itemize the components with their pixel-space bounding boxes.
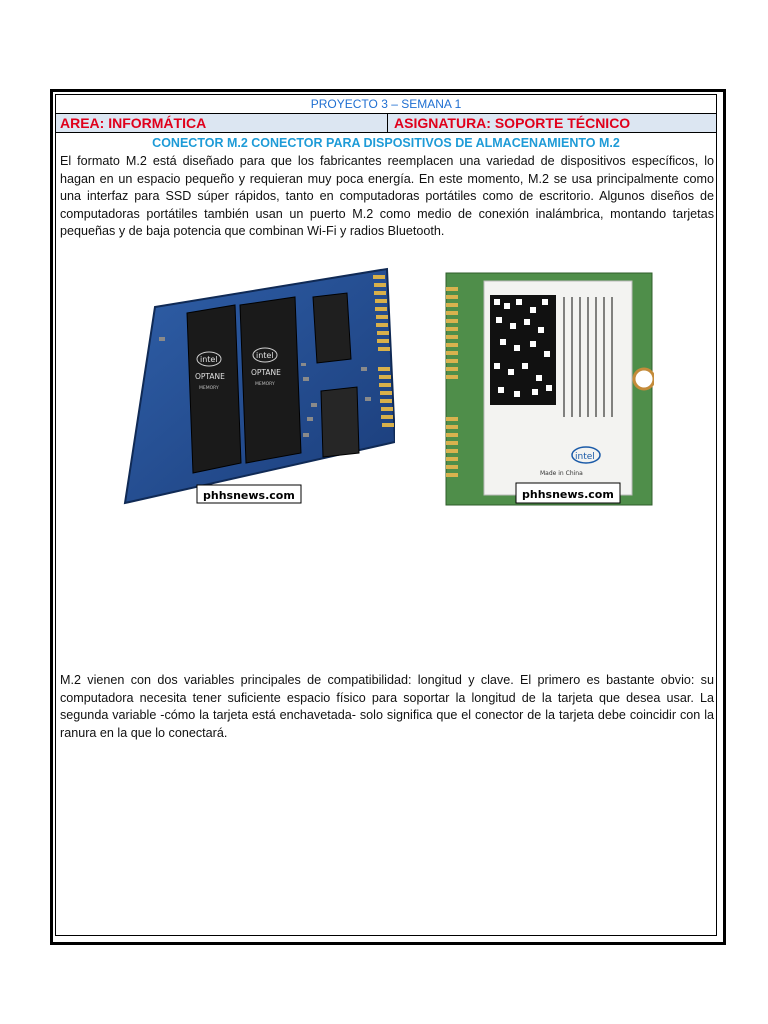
- column-divider: [387, 114, 388, 133]
- optane-chip-1-label: OPTANE: [195, 372, 225, 381]
- optane-chip-2-brand: intel: [256, 351, 274, 360]
- section-heading: CONECTOR M.2 CONECTOR PARA DISPOSITIVOS DE ALMACENAMIENTO M.2: [152, 136, 620, 150]
- optane-chip-1-sub: MEMORY: [199, 386, 219, 391]
- optane-m2-module-image: [95, 267, 395, 509]
- wifi-watermark: phhsnews.com: [522, 488, 614, 501]
- optane-watermark: phhsnews.com: [203, 489, 295, 502]
- optane-chip-2-sub: MEMORY: [255, 382, 275, 387]
- wifi-brand: intel: [575, 452, 595, 462]
- optane-chip-2-label: OPTANE: [251, 368, 281, 377]
- paragraph-intro: El formato M.2 está diseñado para que los fabricantes reemplacen una variedad de dispositivos específicos, lo hagan en un espacio pequeño y requieran muy poca energía. En este momento, M.2 se usa principalmente como una interfaz para SSD súper rápidos, tanto en computadoras portátiles como de escritorio. Algunos diseños de computadoras portátiles también usan un puerto M.2 como medio de conexión inalámbrica, montando tarjetas pequeñas y de baja potencia que combinan Wi-Fi y radios Bluetooth.: [60, 154, 714, 238]
- subject-row: [56, 114, 716, 133]
- asignatura-label: ASIGNATURA: SOPORTE TÉCNICO: [394, 115, 631, 131]
- wifi-m2-card-image: [444, 267, 654, 509]
- wifi-made-in: Made in China: [540, 470, 583, 477]
- optane-chip-1-brand: intel: [200, 355, 218, 364]
- paragraph-compatibility: M.2 vienen con dos variables principales de compatibilidad: longitud y clave. El primero es bastante obvio: su computadora necesita tener suficiente espacio físico para soportar la longitud de la tarjeta que desea usar. La segunda variable -cómo la tarjeta está enchavetada- solo significa que el conector de la tarjeta debe coincidir con la ranura en la que lo conectará.: [60, 673, 714, 740]
- area-label: AREA: INFORMÁTICA: [60, 115, 207, 131]
- project-title: PROYECTO 3 – SEMANA 1: [56, 95, 716, 114]
